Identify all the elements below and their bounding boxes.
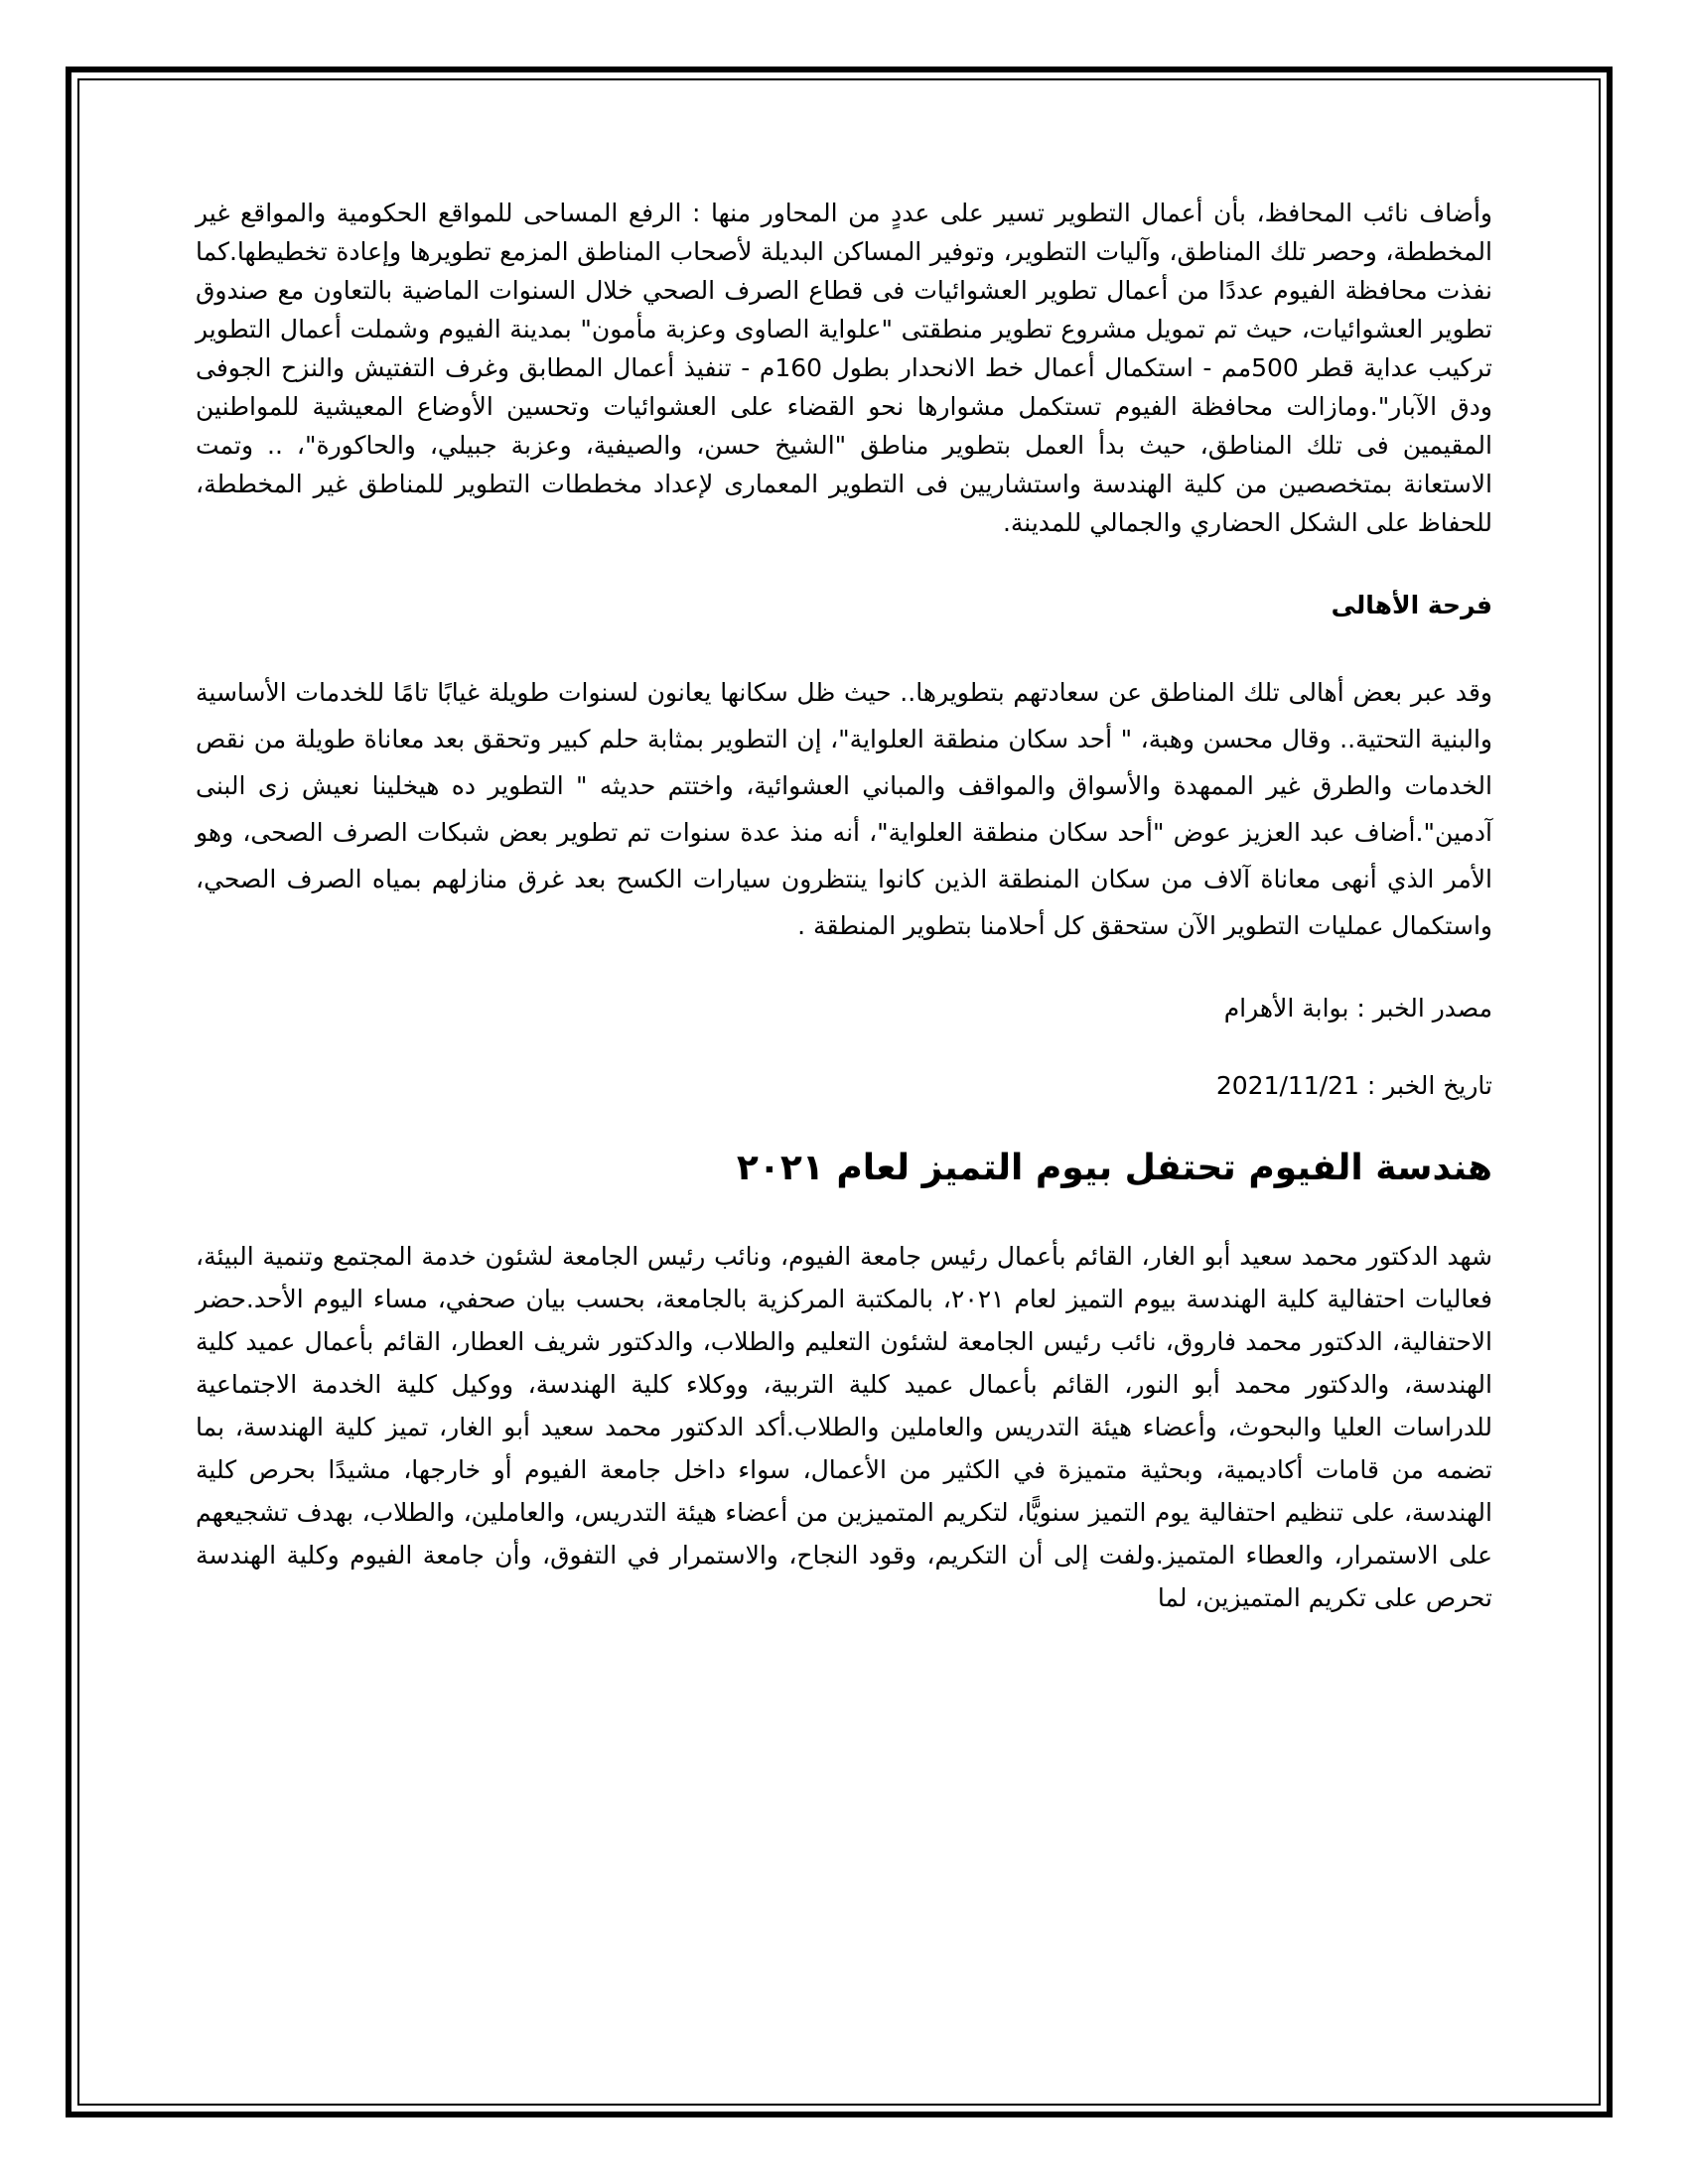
document-body — [196, 194, 1492, 1619]
news-date: تاريخ الخبر : 2021/11/21 — [1215, 1071, 1492, 1100]
article2-title: هندسة الفيوم تحتفل بيوم التميز لعام ٢٠٢١ — [736, 1148, 1492, 1188]
article1-subheading: فرحة الأهالى — [1331, 591, 1492, 619]
article1-paragraph2: وقد عبر بعض أهالى تلك المناطق عن سعادتهم بتطويرها.. حيث ظل سكانها يعانون لسنوات طويلة غيابًا تامًا للخدمات الأساسية والبنية التحتية.. وقال محسن وهبة، " أحد سكان منطقة العلواية"، إن التطوير بمثابة حلم كبير وتحقق بعد معاناة طويلة من نقص الخدمات والطرق غير الممهدة والأسواق والمواقف والمباني العشوائية، واختتم حديثه " التطوير ده هيخلينا نعيش زى البنى آدمين".أضاف عبد العزيز عوض "أحد سكان منطقة العلواية"، أنه منذ عدة سنوات تم تطوير بعض شبكات الصرف الصحى، وهو الأمر الذي أنهى معاناة آلاف من سكان المنطقة الذين كانوا ينتظرون سيارات الكسح بعد غرق منازلهم بمياه الصرف الصحي، واستكمال عمليات التطوير الآن ستحقق كل أحلامنا بتطوير المنطقة . — [196, 678, 1492, 940]
article2-paragraph1: شهد الدكتور محمد سعيد أبو الغار، القائم بأعمال رئيس جامعة الفيوم، ونائب رئيس الجامعة لشئون خدمة المجتمع وتنمية البيئة، فعاليات احتفالية كلية الهندسة بيوم التميز لعام ٢٠٢١، بالمكتبة المركزية بالجامعة، بحسب بيان صحفي، مساء اليوم الأحد.حضر الاحتفالية، الدكتور محمد فاروق، نائب رئيس الجامعة لشئون التعليم والطلاب، والدكتور شريف العطار، القائم بأعمال عميد كلية الهندسة، والدكتور محمد أبو النور، القائم بأعمال عميد كلية التربية، ووكلاء كلية الهندسة، ووكيل كلية الخدمة الاجتماعية للدراسات العليا والبحوث، وأعضاء هيئة التدريس والعاملين والطلاب.أكد الدكتور محمد سعيد أبو الغار، تميز كلية الهندسة، بما تضمه من قامات أكاديمية، وبحثية متميزة في الكثير من الأعمال، سواء داخل جامعة الفيوم أو خارجها، مشيدًا بحرص كلية الهندسة، على تنظيم احتفالية يوم التميز سنويًّا، لتكريم المتميزين من أعضاء هيئة التدريس، والعاملين، والطلاب، بهدف تشجيعهم على الاستمرار، والعطاء المتميز.ولفت إلى أن التكريم، وقود النجاح، والاستمرار في التفوق، وأن جامعة الفيوم وكلية الهندسة تحرص على تكريم المتميزين، لما — [196, 1242, 1493, 1612]
news-source: مصدر الخبر : بوابة الأهرام — [1223, 994, 1492, 1023]
article1-paragraph1: وأضاف نائب المحافظ، بأن أعمال التطوير تسير على عددٍ من المحاور منها : الرفع المساحى للمواقع الحكومية والمواقع غير المخططة، وحصر تلك المناطق، وآليات التطوير، وتوفير المساكن البديلة لأصحاب المناطق المزمع تطويرها وإعادة تخطيطها.كما نفذت محافظة الفيوم عددًا من أعمال تطوير العشوائيات فى قطاع الصرف الصحي خلال السنوات الماضية بالتعاون مع صندوق تطوير العشوائيات، حيث تم تمويل مشروع تطوير منطقتى "علواية الصاوى وعزبة مأمون" بمدينة الفيوم وشملت أعمال التطوير تركيب عداية قطر 500مم - استكمال أعمال خط الانحدار بطول 160م - تنفيذ أعمال المطابق وغرف التفتيش والنزح الجوفى ودق الآبار".ومازالت محافظة الفيوم تستكمل مشوارها نحو القضاء على العشوائيات وتحسين الأوضاع المعيشية للمواطنين المقيمين فى تلك المناطق، حيث بدأ العمل بتطوير مناطق "الشيخ حسن، والصيفية، وعزبة جبيلي، والحاكورة"، .. وتمت الاستعانة بمتخصصين من كلية الهندسة واستشاريين فى التطوير المعمارى لإعداد مخططات التطوير للمناطق غير المخططة، للحفاظ على الشكل الحضاري والجمالي للمدينة. — [196, 199, 1492, 537]
